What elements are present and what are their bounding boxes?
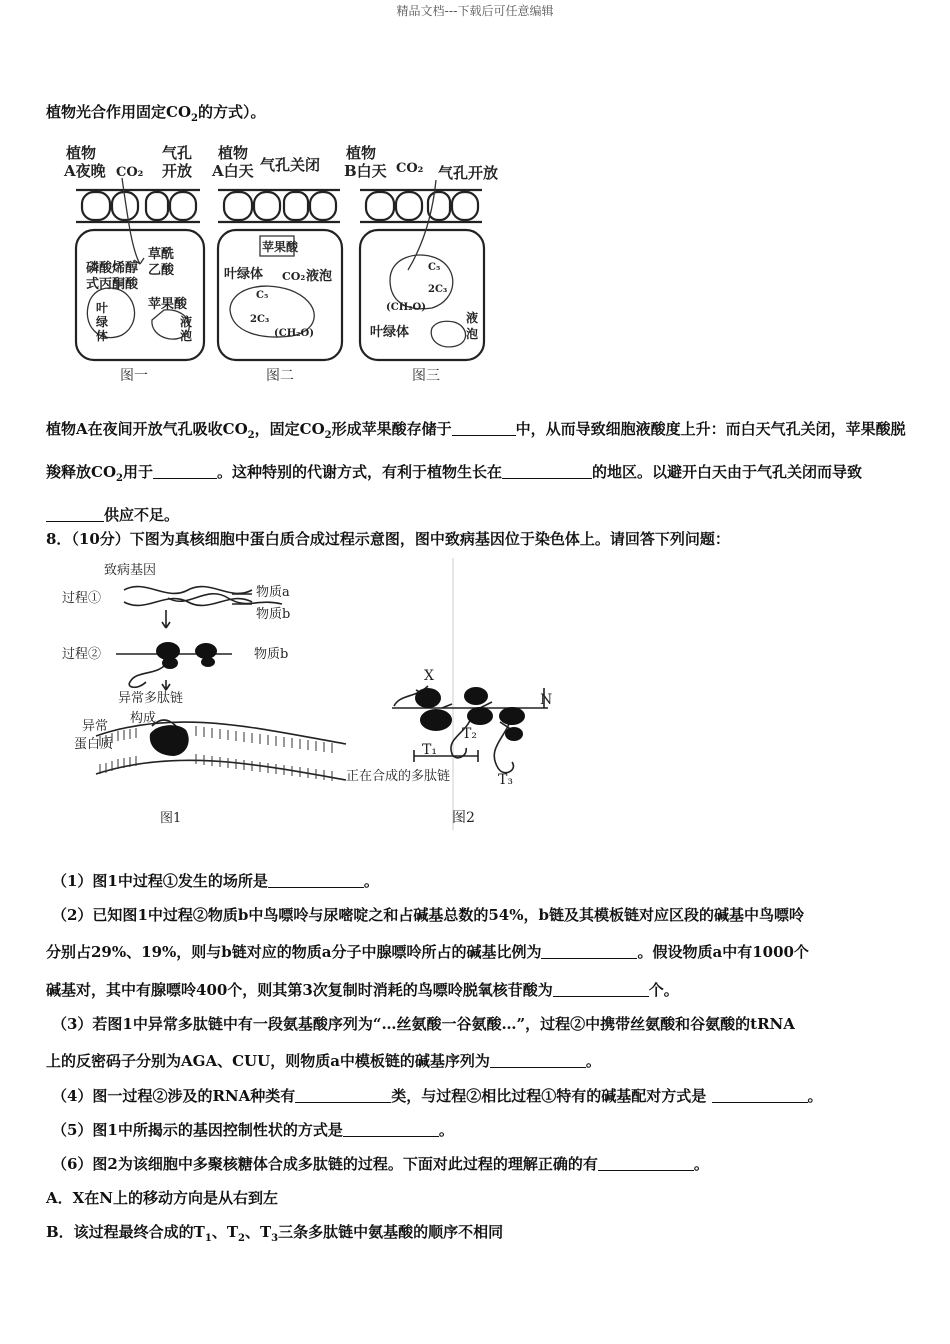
question-8-2-line3: 碱基对，其中有腺嘌呤400个，则其第3次复制时消耗的鸟嘌呤脱氧核苷酸为 个。: [46, 981, 679, 999]
label: T₃: [498, 772, 513, 788]
label: A夜晚: [64, 162, 106, 180]
label: 气孔关闭: [260, 156, 321, 174]
label: 泡: [180, 329, 193, 343]
label: 叶: [96, 301, 109, 315]
answer-blank[interactable]: [268, 873, 364, 888]
label: 异常多肽链: [118, 691, 184, 706]
label: (CH₂O): [274, 328, 314, 339]
label: 乙酸: [148, 263, 175, 278]
label: 过程①: [62, 591, 102, 606]
label: 泡: [466, 327, 479, 341]
label: 开放: [162, 162, 193, 180]
label: 异常: [82, 719, 109, 734]
label: N: [540, 692, 553, 708]
label: (CH₂O): [386, 302, 426, 313]
label: C₅: [256, 290, 269, 301]
label: 液泡: [306, 269, 333, 284]
answer-blank[interactable]: [598, 1156, 694, 1171]
label: 致病基因: [104, 563, 157, 578]
answer-blank[interactable]: [502, 464, 592, 479]
figure-plant-cells: [60, 140, 520, 390]
answer-blank[interactable]: [712, 1088, 808, 1103]
answer-blank[interactable]: [153, 464, 217, 479]
label: 2C₃: [250, 314, 270, 325]
label: C₅: [428, 262, 441, 273]
label: 蛋白质: [74, 737, 114, 752]
label: 物质a: [256, 585, 290, 600]
label: CO₂: [116, 165, 144, 180]
caption: 图三: [412, 368, 440, 384]
label: 液: [466, 311, 479, 325]
label: 磷酸烯醇: [86, 261, 139, 276]
label: 叶绿体: [370, 325, 410, 340]
label: X: [424, 668, 434, 684]
figure-protein-synthesis: [56, 558, 566, 830]
question-8-1: （1）图1中过程①发生的场所是 。: [52, 872, 379, 890]
question-8-2-line2: 分别占29%、19%，则与b链对应的物质a分子中腺嘌呤所占的碱基比例为 。假设物质a中有1000个: [46, 943, 809, 961]
label: T₂: [462, 726, 477, 742]
question-8-3-line1: （3）若图1中异常多肽链中有一段氨基酸序列为“…丝氨酸一谷氨酸…”，过程②中携带丝氨酸和谷氨酸的tRNA: [52, 1015, 795, 1033]
label: 绿: [96, 315, 109, 329]
label: CO₂: [282, 270, 306, 283]
label: 液: [180, 315, 193, 329]
caption: 图二: [266, 368, 294, 384]
caption: 图一: [120, 368, 148, 384]
label: 过程②: [62, 647, 102, 662]
label: 式丙酮酸: [86, 277, 139, 292]
label: 植物: [66, 144, 97, 162]
question-8-4: （4）图一过程②涉及的RNA种类有 类，与过程②相比过程①特有的碱基配对方式是 。: [52, 1087, 823, 1105]
answer-blank[interactable]: [452, 421, 516, 436]
answer-blank[interactable]: [553, 982, 649, 997]
answer-blank[interactable]: [343, 1122, 439, 1137]
answer-blank[interactable]: [46, 507, 104, 522]
label: B白天: [344, 162, 387, 180]
question-8-3-line2: 上的反密码子分别为AGA、CUU，则物质a中模板链的碱基序列为 。: [46, 1052, 601, 1070]
label: 体: [96, 329, 109, 343]
option-a: A．X在N上的移动方向是从右到左: [46, 1189, 278, 1207]
option-b: B．该过程最终合成的$T_1$、$T_2$、$T_3$三条多肽链中氨基酸的顺序不相同: [46, 1223, 504, 1244]
label: 物质b: [256, 607, 291, 622]
label: 构成: [130, 711, 157, 726]
label: CO₂: [396, 161, 424, 176]
label: 物质b: [254, 647, 289, 662]
page-header: 精品文档---下载后可任意编辑: [396, 4, 554, 18]
label: 2C₃: [428, 284, 448, 295]
answer-blank[interactable]: [490, 1053, 586, 1068]
intro-line: 植物光合作用固定$CO_2$的方式）。: [46, 103, 266, 124]
label: 植物: [218, 144, 249, 162]
caption: 图2: [452, 810, 475, 826]
label: 草酰: [148, 247, 175, 262]
label: 叶绿体: [224, 267, 264, 282]
label: 苹果酸: [148, 297, 188, 312]
caption: 图1: [160, 811, 182, 826]
answer-blank[interactable]: [295, 1088, 391, 1103]
label: 气孔开放: [438, 164, 499, 182]
question-8-title: 8．（10分）下图为真核细胞中蛋白质合成过程示意图，图中致病基因位于染色体上。请回答下列问题：: [46, 530, 730, 548]
paragraph-malic-acid: 植物A在夜间开放气孔吸收$CO_2$，固定$CO_2$形成苹果酸存储于 中，从而导致细胞液酸度上升：而白天气孔关闭，苹果酸脱羧释放$CO_2$用于 。这种特别的代谢方式，有利于植物生长在 的地区。以避开白天由于气孔关闭而导致供应不足。: [46, 420, 906, 524]
answer-blank[interactable]: [541, 944, 637, 959]
label: 苹果酸: [262, 240, 299, 254]
label: 正在合成的多肽链: [346, 769, 451, 784]
label: A白天: [212, 162, 254, 180]
question-8-5: （5）图1中所揭示的基因控制性状的方式是 。: [52, 1121, 454, 1139]
label: 气孔: [162, 144, 193, 162]
question-8-2-line1: （2）已知图1中过程②物质b中鸟嘌呤与尿嘧啶之和占碱基总数的54%，b链及其模板链对应区段的碱基中鸟嘌呤: [52, 906, 804, 924]
label: 植物: [346, 144, 377, 162]
label: T₁: [422, 742, 437, 758]
question-8-6: （6）图2为该细胞中多聚核糖体合成多肽链的过程。下面对此过程的理解正确的有 。: [52, 1155, 709, 1173]
